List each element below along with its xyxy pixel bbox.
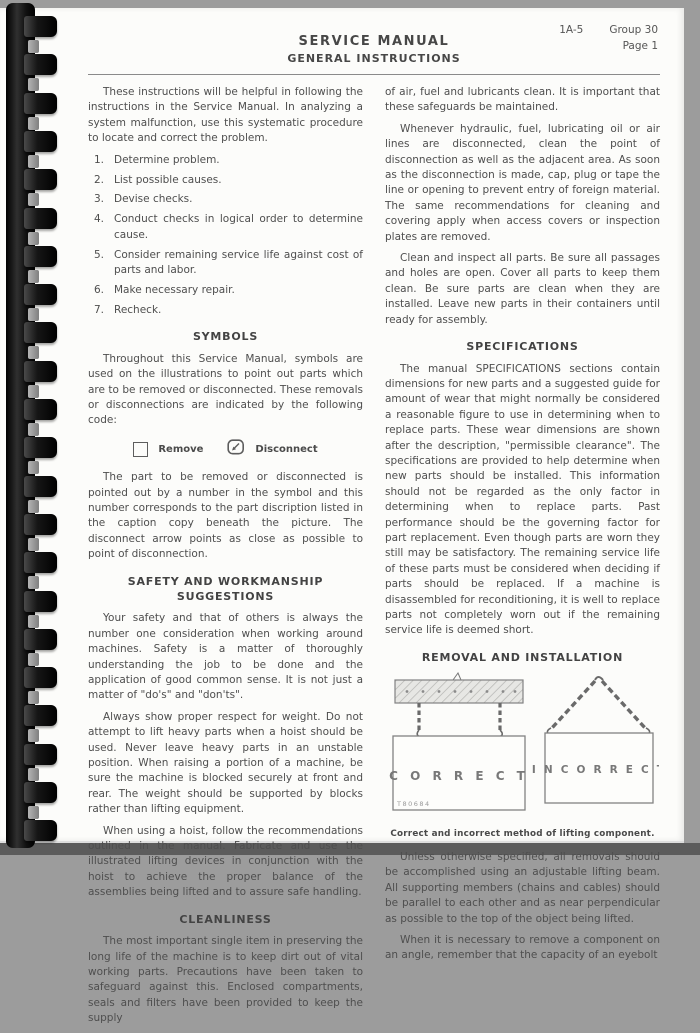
binding-curl — [28, 691, 39, 704]
step-number: 3. — [94, 193, 105, 206]
binding-tooth — [24, 16, 57, 37]
spiral-binding — [0, 0, 60, 855]
header-rule — [88, 74, 660, 75]
binding-tooth — [24, 514, 57, 535]
binding-tooth — [24, 246, 57, 267]
safety-paragraph-1: Your safety and that of others is always the number one consideration when working around machines. Safety is a matter of thoroughly understanding the job to be done and the application of good common sense. It is not just a matter of "do's" and "don'ts". — [88, 612, 363, 702]
inspect-parts-paragraph: Clean and inspect all parts. Be sure all passages and holes are open. Cover all parts to keep them clean. Be sure parts are clean when they are installed. Leave new parts in their containers until ready for assembly. — [385, 252, 660, 326]
page-ref: Page 1 — [622, 40, 658, 52]
binding-curl — [28, 768, 39, 781]
lifting-method-illustration — [387, 672, 659, 818]
procedure-steps-list — [88, 153, 363, 319]
binding-tooth — [24, 54, 57, 75]
binding-curl — [28, 615, 39, 628]
binding-curl — [28, 461, 39, 474]
disconnect-symbol-icon — [227, 439, 245, 460]
step-text: Conduct checks in logical order to determine cause. — [114, 213, 363, 241]
binding-tooth — [24, 93, 57, 114]
binding-curl — [28, 308, 39, 321]
binding-curl — [28, 729, 39, 742]
safety-paragraph-3: When using a hoist, follow the recommendations outlined in the manual. Fabricate and use the illustrated lifting devices in conjunction with the hoist to achieve the proper balance of the assemblies being lifted and to assure safe handling. — [88, 824, 363, 899]
incorrect-label: I N C O R R E C T — [531, 764, 659, 777]
removal-installation-heading: REMOVAL AND INSTALLATION — [421, 650, 624, 664]
binding-curl — [28, 232, 39, 245]
binding-curl — [28, 385, 39, 398]
step-item — [94, 212, 363, 243]
remove-symbol-label: Remove — [158, 443, 204, 455]
removal-paragraph-1: Unless otherwise specified, all removals should be accomplished using an adjustable lifting beam. All supporting members (chains and cables) should be parallel to each other and as near perpendicular as possible to the top of the object being lifted. — [385, 851, 660, 925]
binding-curl — [28, 423, 39, 436]
disconnect-lines-paragraph: Whenever hydraulic, fuel, lubricating oil or air lines are disconnected, clean the point of disconnection as well as the adjacent area. As soon as the disconnection is made, cap, plug or tape the line or opening to prevent entry of foreign material. The same recommendations for cleaning and covering apply when access covers or inspection plates are removed. — [385, 122, 660, 243]
step-number: 6. — [94, 283, 105, 296]
symbol-legend — [88, 439, 363, 460]
binding-tooth — [24, 131, 57, 152]
step-number: 2. — [94, 173, 105, 186]
cleanliness-paragraph: The most important single item in preserving the long life of the machine is to keep dirt out of vital working parts. Precautions have been taken to safeguard against this. Enclosed compartments, seals and filters have been provided to keep the supply — [88, 935, 363, 1025]
correct-label: C O R R E C T — [388, 769, 529, 784]
page-content — [88, 18, 660, 1033]
step-number: 7. — [94, 303, 105, 316]
page-subtitle: GENERAL INSTRUCTIONS — [287, 52, 461, 65]
figure-caption: Correct and incorrect method of lifting component. — [390, 828, 655, 839]
step-item — [94, 248, 363, 279]
header-ref-row — [559, 22, 658, 38]
specifications-paragraph: The manual SPECIFICATIONS sections contain dimensions for new parts and a suggested guide for amount of wear that might normally be considered a reasonable figure to use in determining when to replace parts. These wear dimensions are shown after the description, "permissible clearance". The specifications are provided to help determine when new parts should be installed. This information should not be regarded as the only factor in determining when to replace parts. Past performance should be the governing factor for part replacement. Even though parts are worn they still may be satisfactory. The remaining service life of these parts must be considered when deciding if parts should be replaced. If a machine is disassembled for reconditioning, it is well to replace parts not completely worn out if the remaining service life is deemed short. — [385, 362, 660, 637]
binding-curl — [28, 193, 39, 206]
binding-curl — [28, 500, 39, 513]
step-item — [94, 303, 363, 318]
binding-tooth — [24, 820, 57, 841]
binding-tooth — [24, 591, 57, 612]
step-text: Make necessary repair. — [114, 283, 235, 296]
binding-tooth — [24, 361, 57, 382]
step-number: 5. — [94, 248, 105, 261]
lifting-method-figure — [385, 672, 660, 842]
group-ref: Group 30 — [609, 24, 658, 36]
chain-angled-right — [602, 681, 646, 729]
binding-curl — [28, 78, 39, 91]
cleanliness-heading: CLEANLINESS — [179, 912, 272, 926]
doc-ref: 1A-5 — [559, 24, 584, 36]
binding-tooth — [24, 782, 57, 803]
binding-tooth — [24, 705, 57, 726]
binding-tooth — [24, 667, 57, 688]
binding-tooth — [24, 476, 57, 497]
step-text: Devise checks. — [114, 193, 193, 206]
step-item — [94, 192, 363, 207]
page-title: SERVICE MANUAL — [298, 34, 450, 49]
symbols-paragraph-1: Throughout this Service Manual, symbols are used on the illustrations to point out parts which are to be removed or disconnected. These removals or disconnections are indicated by the following code: — [88, 352, 363, 427]
binding-tooth — [24, 208, 57, 229]
binding-tooth — [24, 284, 57, 305]
binding-curl — [28, 40, 39, 53]
removal-paragraph-2: When it is necessary to remove a component on an angle, remember that the capacity of an eyebolt — [385, 934, 660, 962]
step-text: List possible causes. — [114, 173, 222, 186]
binding-tooth — [24, 399, 57, 420]
cleanliness-continuation-paragraph: of air, fuel and lubricants clean. It is important that these safeguards be maintained. — [385, 86, 660, 114]
binding-curl — [28, 806, 39, 819]
specifications-heading: SPECIFICATIONS — [466, 340, 579, 354]
safety-paragraph-2: Always show proper respect for weight. Do not attempt to lift heavy parts when a hoist should be used. Never leave heavy parts in an unstable position. When raising a portion of a machine, be sure the machine is blocked securely at front and rear. The weight should be supported by blocks rather than lifting equipment. — [88, 710, 363, 816]
intro-paragraph: These instructions will be helpful in following the instructions in the Service Manual. In analyzing a system malfunction, use this systematic procedure to locate and correct the problem. — [88, 86, 363, 145]
binding-tooth — [24, 629, 57, 650]
binding-curl — [28, 653, 39, 666]
left-column — [88, 85, 363, 1033]
symbols-heading: SYMBOLS — [192, 330, 259, 344]
step-item — [94, 153, 363, 168]
binding-curl — [28, 538, 39, 551]
binding-tooth — [24, 437, 57, 458]
remove-symbol-icon — [133, 442, 148, 457]
binding-curl — [28, 346, 39, 359]
symbols-paragraph-2: The part to be removed or disconnected is pointed out by a number in the symbol and this number corresponds to the part discription listed in the caption copy beneath the picture. The disconnect arrow points as close as possible to point of disconnection. — [88, 471, 363, 561]
binding-tooth — [24, 744, 57, 765]
step-number: 4. — [94, 213, 105, 226]
binding-curl — [28, 270, 39, 283]
header-ref-block — [559, 22, 658, 54]
binding-curl — [28, 155, 39, 168]
binding-curl — [28, 117, 39, 130]
binding-tooth — [24, 552, 57, 573]
chain-angled-left — [551, 681, 595, 729]
binding-tooth — [24, 322, 57, 343]
right-column — [385, 85, 660, 1033]
step-item — [94, 173, 363, 188]
step-text: Recheck. — [114, 303, 162, 316]
binding-tooth — [24, 169, 57, 190]
step-text: Determine problem. — [114, 153, 220, 166]
two-column-layout — [88, 85, 660, 1033]
safety-heading: SAFETY AND WORKMANSHIP SUGGESTIONS — [127, 574, 324, 603]
step-text: Consider remaining service life against cost of parts and labor. — [114, 248, 363, 277]
step-number: 1. — [94, 153, 105, 166]
disconnect-symbol-label: Disconnect — [255, 443, 318, 455]
figure-photo-code: T80684 — [396, 800, 431, 809]
step-item — [94, 283, 363, 298]
binding-curl — [28, 576, 39, 589]
